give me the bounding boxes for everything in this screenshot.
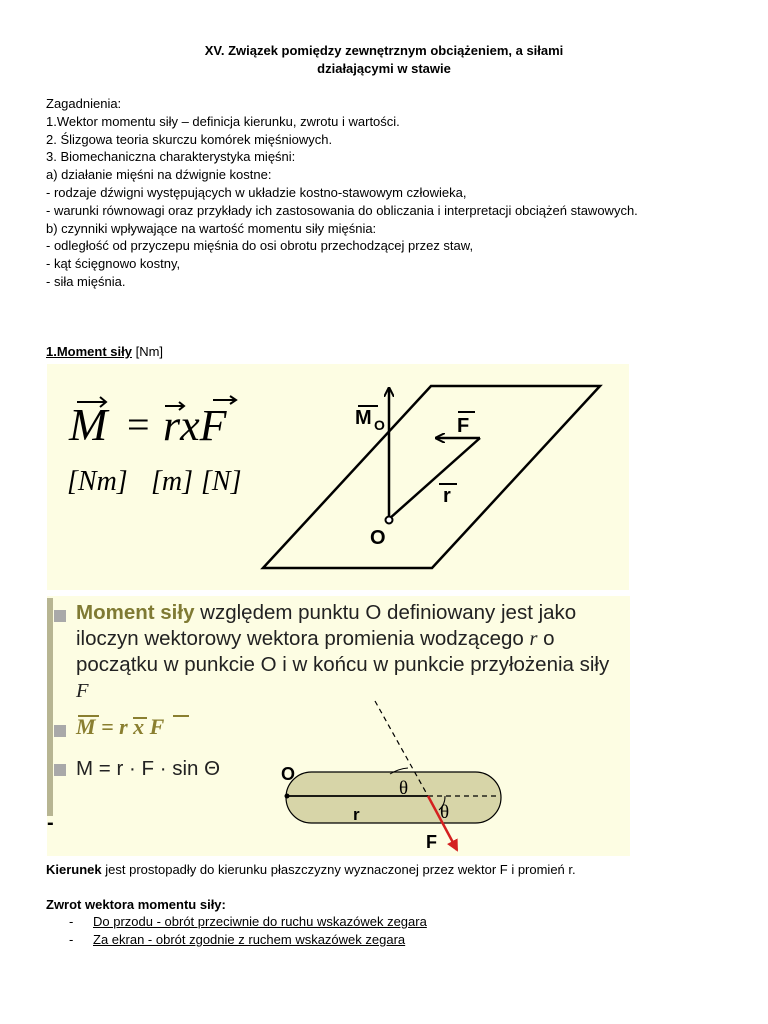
issues-list: [46, 95, 638, 291]
formula-equals: =: [127, 402, 150, 447]
section-title: 1.Moment siły: [46, 344, 132, 359]
label-origin: O: [370, 527, 386, 549]
section-unit: [Nm]: [131, 344, 164, 359]
pivot-point: [285, 794, 290, 799]
radius-vector-line: [389, 438, 480, 519]
direction-paragraph: Kierunek jest prostopadły do kierunku płaszczyzny wyznaczonej przez wektor F i promień r.: [46, 862, 576, 877]
label-O: O: [281, 764, 296, 784]
vector-formula: M = r x F: [76, 714, 165, 739]
rod-body: [286, 772, 501, 823]
torque-vector-svg: [47, 364, 629, 590]
issue-item: - kąt ścięgnowo kostny,: [46, 256, 181, 272]
list-dash: -: [69, 914, 74, 929]
sense-heading: Zwrot wektora momentu siły:: [46, 897, 226, 912]
issue-item: 2. Ślizgowa teoria skurczu komórek mięśniowych.: [46, 131, 333, 147]
rod-diagram-svg: [47, 596, 630, 856]
label-F: F: [426, 832, 437, 852]
list-item-text: Za ekran - obrót zgodnie z ruchem wskazówek zegara: [93, 932, 406, 947]
formula-rxF: rxF: [163, 401, 227, 450]
issue-item: - siła mięśnia.: [46, 273, 126, 289]
section-heading: [46, 344, 163, 359]
torque-vector-figure: [47, 364, 629, 590]
label-theta-1: θ: [399, 778, 409, 799]
label-moment: M: [355, 407, 372, 429]
unit-N: [N]: [201, 466, 242, 497]
issues-heading: Zagadnienia:: [46, 96, 122, 111]
moment-definition-slide: [47, 596, 630, 856]
definition-bold: Moment siły: [76, 601, 195, 624]
unit-Nm: [Nm]: [67, 466, 128, 497]
origin-point: [386, 517, 393, 524]
issue-item: - odległość od przyczepu mięśnia do osi obrotu przechodzącej przez staw,: [46, 238, 474, 254]
issue-item: 3. Biomechaniczna charakterystyka mięśni:: [46, 149, 296, 165]
direction-bold: Kierunek: [46, 862, 102, 877]
issue-item: - warunki równowagi oraz przykłady ich zastosowania do obliczania i interpretacji obciążeń stawowych.: [46, 202, 638, 218]
list-dash: -: [69, 932, 74, 947]
document-title-line1: XV. Związek pomiędzy zewnętrznym obciążeniem, a siłami: [204, 43, 564, 58]
issue-item: 1.Wektor momentu siły – definicja kierunku, zwrotu i wartości.: [46, 113, 400, 129]
document-title-line2: działającymi w stawie: [317, 61, 451, 76]
plane-parallelogram: [263, 386, 600, 568]
moment-definition-text: Moment siły względem punktu O definiowany jest jako iloczyn wektorowy wektora promienia wodzącego r o początku w punkcie O i w końcu w punkcie przyłożenia siły F: [76, 601, 610, 702]
unit-m: [m]: [151, 466, 194, 497]
issue-item: - rodzaje dźwigni występujących w układzie kostno-stawowym człowieka,: [46, 184, 467, 200]
scalar-formula: M = r · F · sin Θ: [76, 757, 221, 780]
label-moment-subscript: O: [374, 417, 385, 433]
label-theta-2: θ: [440, 802, 450, 823]
list-item-text: Do przodu - obrót przeciwnie do ruchu wskazówek zegara: [93, 914, 427, 929]
label-r: r: [353, 805, 360, 824]
slide-dash: -: [47, 812, 54, 834]
definition-F-symbol: F: [76, 679, 89, 702]
label-radius: r: [443, 485, 451, 507]
issue-item: b) czynniki wpływające na wartość momentu siły mięśnia:: [46, 220, 377, 236]
issue-item: a) działanie mięśni na dźwignie kostne:: [46, 167, 272, 183]
label-force: F: [457, 415, 470, 437]
formula-M: M: [69, 399, 108, 450]
definition-r-symbol: r: [529, 627, 538, 650]
